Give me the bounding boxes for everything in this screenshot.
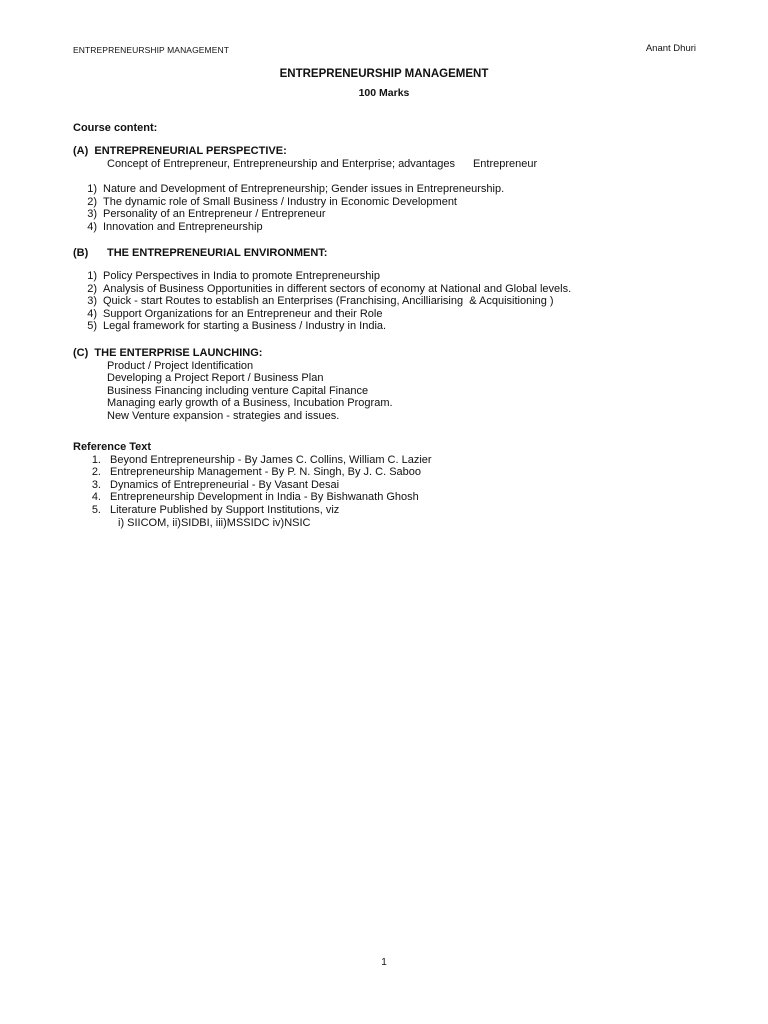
running-header-author: Anant Dhuri xyxy=(645,43,696,54)
reference-item xyxy=(73,454,703,467)
section-a-intro-tail: Entrepreneur xyxy=(472,157,538,170)
reference-number: 2. xyxy=(91,466,101,479)
section-a-intro-text: Concept of Entrepreneur, Entrepreneurship and Enterprise; advantages xyxy=(107,157,455,170)
reference-number: 4. xyxy=(91,491,101,504)
list-item-number: 1) xyxy=(87,183,97,195)
reference-item xyxy=(73,479,703,492)
section-a-label: (A) xyxy=(73,145,89,157)
list-item xyxy=(73,270,703,283)
list-item xyxy=(73,208,703,221)
list-item-text: Personality of an Entrepreneur / Entrepreneur xyxy=(103,208,326,221)
reference-text: Dynamics of Entrepreneurial - By Vasant Desai xyxy=(110,478,340,491)
running-header-title: ENTREPRENEURSHIP MANAGEMENT xyxy=(73,45,230,55)
list-item-text: Quick - start Routes to establish an Enterprises (Franchising, Ancilliarising & Acquisitioning ) xyxy=(103,295,554,308)
list-item-text: Support Organizations for an Entrepreneur and their Role xyxy=(103,307,383,320)
reference-text: Beyond Entrepreneurship - By James C. Collins, William C. Lazier xyxy=(110,453,432,466)
reference-heading: Reference Text xyxy=(73,441,152,453)
list-item-number: 4) xyxy=(87,307,97,320)
section-a-intro xyxy=(73,158,703,171)
list-item-number: 5) xyxy=(87,320,97,333)
list-item: Managing early growth of a Business, Incubation Program. xyxy=(107,397,393,410)
reference-item xyxy=(73,491,703,504)
reference-section xyxy=(73,441,703,529)
list-item xyxy=(73,196,703,209)
list-item xyxy=(73,283,703,296)
list-item-number: 3) xyxy=(87,295,97,308)
list-item-text: Legal framework for starting a Business / Industry in India. xyxy=(103,320,387,333)
reference-number: 1. xyxy=(91,453,101,466)
section-c xyxy=(73,347,703,423)
list-item-number: 2) xyxy=(87,195,97,208)
reference-text: Entrepreneurship Management - By P. N. Singh, By J. C. Saboo xyxy=(110,466,422,479)
list-item xyxy=(73,183,703,196)
reference-number: 3. xyxy=(91,478,101,491)
list-item-text: Nature and Development of Entrepreneurship; Gender issues in Entrepreneurship. xyxy=(103,183,505,195)
section-a-heading xyxy=(73,145,703,158)
section-c-title: THE ENTERPRISE LAUNCHING: xyxy=(94,347,263,359)
list-item-text: Analysis of Business Opportunities in different sectors of economy at National and Global levels. xyxy=(103,282,572,295)
list-item-text: The dynamic role of Small Business / Industry in Economic Development xyxy=(103,195,457,208)
section-c-label: (C) xyxy=(73,347,89,359)
reference-sub-line: i) SIICOM, ii)SIDBI, iii)MSSIDC iv)NSIC xyxy=(118,516,311,529)
reference-number: 5. xyxy=(91,503,101,516)
list-item: Developing a Project Report / Business Plan xyxy=(107,372,324,385)
list-item: New Venture expansion - strategies and issues. xyxy=(107,409,340,422)
list-item xyxy=(73,221,703,234)
list-item: Business Financing including venture Capital Finance xyxy=(107,384,369,397)
section-b-title: THE ENTREPRENEURIAL ENVIRONMENT: xyxy=(107,247,328,259)
section-a-list xyxy=(73,183,703,233)
page-number: 1 xyxy=(381,957,387,968)
page-title: ENTREPRENEURSHIP MANAGEMENT xyxy=(279,68,489,80)
list-item-number: 1) xyxy=(87,270,97,282)
course-content-label: Course content: xyxy=(73,122,158,134)
reference-item xyxy=(73,504,703,517)
list-item-number: 4) xyxy=(87,220,97,233)
list-item xyxy=(73,320,703,333)
list-item-number: 3) xyxy=(87,208,97,221)
reference-text: Literature Published by Support Institutions, viz xyxy=(110,503,340,516)
list-item-number: 2) xyxy=(87,282,97,295)
section-c-heading xyxy=(73,347,703,360)
section-b-list xyxy=(73,270,703,333)
list-item xyxy=(73,308,703,321)
reference-item xyxy=(73,466,703,479)
list-item-text: Innovation and Entrepreneurship xyxy=(103,220,263,233)
reference-text: Entrepreneurship Development in India - By Bishwanath Ghosh xyxy=(110,491,419,504)
list-item: Product / Project Identification xyxy=(107,359,254,372)
section-a-title: ENTREPRENEURIAL PERSPECTIVE: xyxy=(94,145,287,157)
section-b-label: (B) xyxy=(73,247,89,259)
list-item-text: Policy Perspectives in India to promote Entrepreneurship xyxy=(103,270,380,282)
section-b-heading xyxy=(73,247,703,260)
list-item xyxy=(73,295,703,308)
marks-subtitle: 100 Marks xyxy=(358,87,410,99)
section-a xyxy=(73,145,703,170)
